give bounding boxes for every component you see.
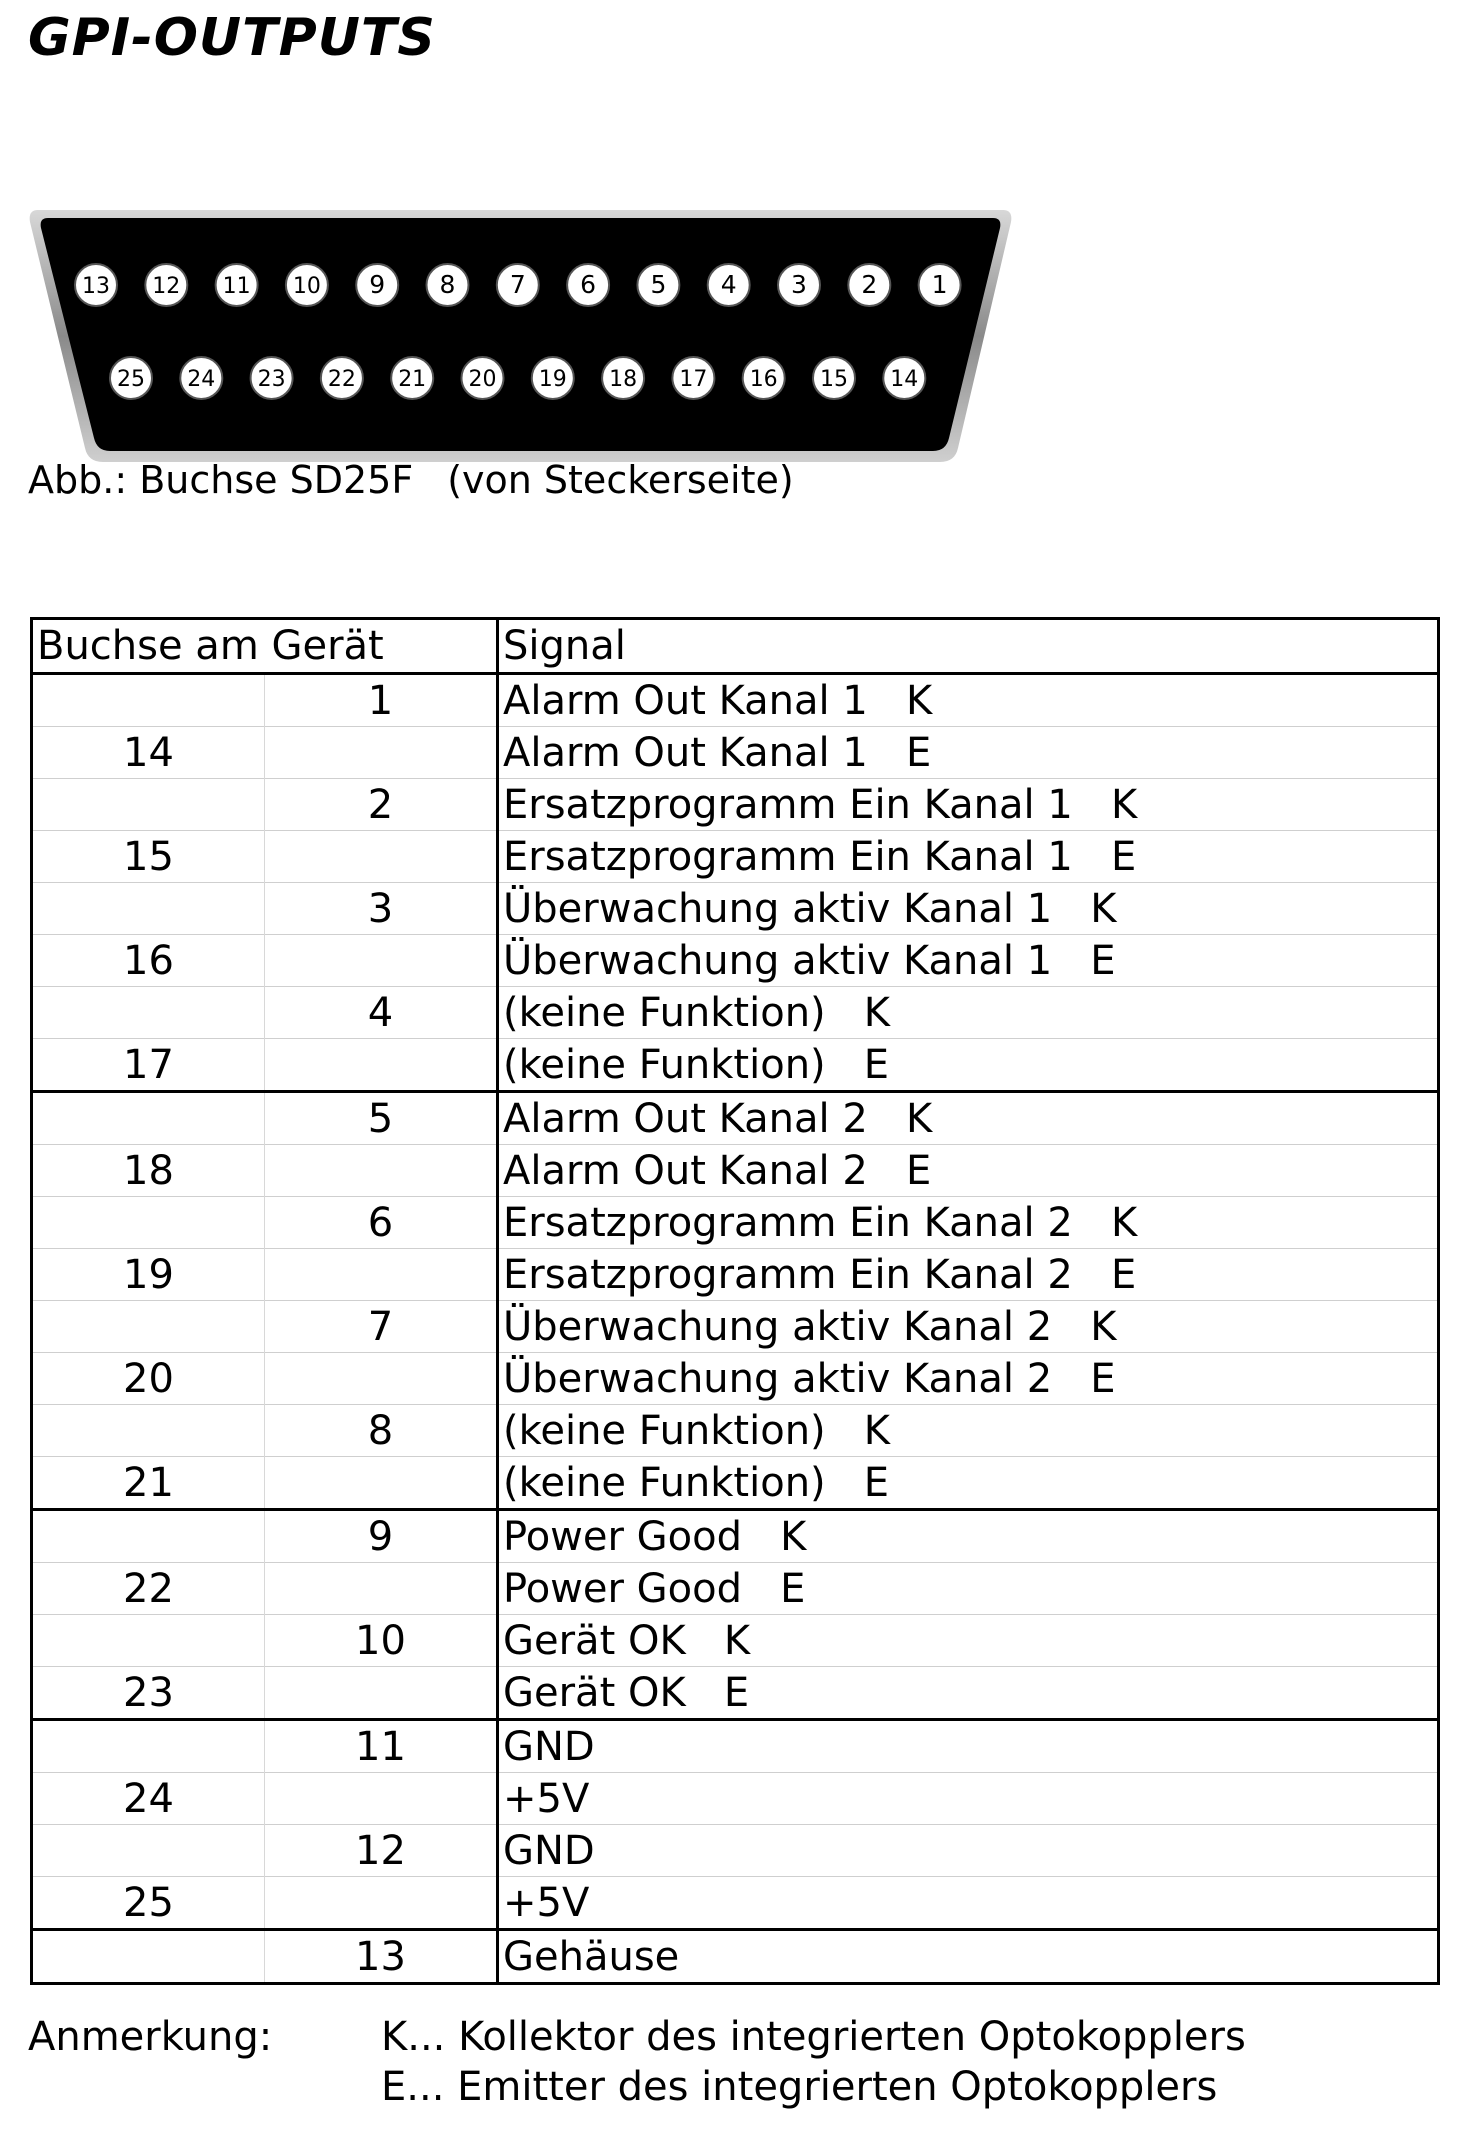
pin-bottom-row-cell [32,1510,265,1563]
pin-label: 7 [509,270,526,299]
caption-note: (von Steckerseite) [447,458,794,502]
pin-label: 2 [861,270,878,299]
pin-label: 11 [222,274,251,299]
pin-label: 8 [439,270,456,299]
pin-bottom-row-cell: 22 [32,1563,265,1615]
signal-cell: (keine Funktion) E [498,1039,1439,1092]
pin-bottom-row-cell: 25 [32,1877,265,1930]
table-row [32,1353,1439,1405]
signal-cell: Alarm Out Kanal 2 E [498,1145,1439,1197]
pin-label: 6 [580,270,597,299]
pin-label: 14 [890,367,919,392]
header-signal: Signal [498,619,1439,674]
pin-top-row-cell [265,1249,498,1301]
signal-cell: Alarm Out Kanal 1 E [498,727,1439,779]
signal-cell: Gehäuse [498,1930,1439,1984]
table-row [32,1457,1439,1510]
signal-cell: +5V [498,1773,1439,1825]
pin-label: 16 [749,367,778,392]
pin-top-row-cell [265,1667,498,1720]
pin-bottom-row-cell: 20 [32,1353,265,1405]
pin-bottom-row-cell: 21 [32,1457,265,1510]
remark-label: Anmerkung: [28,2014,273,2060]
pin-label: 5 [650,270,667,299]
pin-label: 12 [152,274,181,299]
pin-bottom-row-cell [32,1092,265,1145]
pin-bottom-row-cell [32,987,265,1039]
pin-label: 18 [609,367,638,392]
table-row [32,1667,1439,1720]
table-row [32,1145,1439,1197]
table-row [32,1301,1439,1353]
pin-top-row-cell [265,1039,498,1092]
pin-bottom-row-cell [32,1615,265,1667]
signal-cell: Überwachung aktiv Kanal 2 E [498,1353,1439,1405]
signal-cell: Power Good E [498,1563,1439,1615]
table-row [32,1039,1439,1092]
table-row [32,1825,1439,1877]
pin-top-row-cell [265,1773,498,1825]
pin-top-row-cell: 12 [265,1825,498,1877]
pin-bottom-row-cell [32,1405,265,1457]
remark-lines [381,2012,1246,2112]
pin-bottom-row-cell: 23 [32,1667,265,1720]
pin-top-row-cell: 8 [265,1405,498,1457]
pin-top-row-cell: 2 [265,779,498,831]
table-row [32,1510,1439,1563]
table-row [32,727,1439,779]
signal-cell: Alarm Out Kanal 1 K [498,674,1439,727]
table-row [32,1615,1439,1667]
signal-cell: GND [498,1720,1439,1773]
pin-bottom-row-cell [32,1301,265,1353]
pin-label: 21 [398,367,427,392]
signal-cell: (keine Funktion) K [498,1405,1439,1457]
signal-cell: Ersatzprogramm Ein Kanal 1 K [498,779,1439,831]
figure-caption [28,458,794,502]
pin-top-row-cell: 3 [265,883,498,935]
pin-bottom-row-cell [32,1197,265,1249]
pin-bottom-row-cell [32,674,265,727]
pin-top-row-cell [265,1877,498,1930]
pin-bottom-row-cell [32,779,265,831]
table-row [32,1563,1439,1615]
page-title: GPI-OUTPUTS [28,8,436,68]
pin-top-row-cell [265,727,498,779]
pin-top-row-cell: 4 [265,987,498,1039]
pin-label: 9 [369,270,386,299]
table-row [32,1405,1439,1457]
remark-line: K... Kollektor des integrierten Optokopplers [381,2014,1246,2060]
pin-bottom-row-cell: 17 [32,1039,265,1092]
sd25f-connector-diagram [28,200,1013,465]
signal-cell: (keine Funktion) E [498,1457,1439,1510]
table-row [32,1773,1439,1825]
pin-bottom-row-cell [32,883,265,935]
pin-top-row-cell: 5 [265,1092,498,1145]
pin-top-row-cell [265,1563,498,1615]
table-row [32,1197,1439,1249]
pin-label: 1 [931,270,948,299]
pin-bottom-row-cell: 16 [32,935,265,987]
pin-label: 4 [720,270,737,299]
pin-top-row-cell: 11 [265,1720,498,1773]
table-row [32,1249,1439,1301]
pin-top-row-cell: 9 [265,1510,498,1563]
table-row [32,1877,1439,1930]
pin-top-row-cell [265,831,498,883]
pin-label: 22 [327,367,356,392]
pin-label: 17 [679,367,708,392]
pin-label: 23 [257,367,286,392]
pin-top-row-cell: 7 [265,1301,498,1353]
table-row [32,1092,1439,1145]
connector-body [41,218,1001,451]
signal-cell: +5V [498,1877,1439,1930]
table-row [32,1720,1439,1773]
caption-label: Abb.: Buchse SD25F [28,458,414,502]
table-row [32,883,1439,935]
pin-label: 25 [117,367,145,392]
pin-top-row-cell: 1 [265,674,498,727]
signal-cell: Überwachung aktiv Kanal 1 E [498,935,1439,987]
table-row [32,987,1439,1039]
pin-top-row-cell: 10 [265,1615,498,1667]
signal-cell: Überwachung aktiv Kanal 1 K [498,883,1439,935]
pin-bottom-row-cell: 24 [32,1773,265,1825]
pin-bottom-row-cell [32,1930,265,1984]
pin-assignment-table [30,617,1440,1985]
signal-cell: Ersatzprogramm Ein Kanal 2 E [498,1249,1439,1301]
table-row [32,1930,1439,1984]
table-row [32,779,1439,831]
signal-cell: Alarm Out Kanal 2 K [498,1092,1439,1145]
signal-cell: Ersatzprogramm Ein Kanal 2 K [498,1197,1439,1249]
pin-bottom-row-cell [32,1720,265,1773]
signal-cell: Ersatzprogramm Ein Kanal 1 E [498,831,1439,883]
pin-top-row-cell [265,1457,498,1510]
pin-label: 19 [538,367,567,392]
signal-cell: Gerät OK K [498,1615,1439,1667]
table-row [32,935,1439,987]
pin-bottom-row-cell: 19 [32,1249,265,1301]
table-header-row [32,619,1439,674]
pin-label: 10 [292,274,321,299]
pin-label: 20 [468,367,497,392]
pin-label: 15 [820,367,848,392]
pin-label: 13 [82,274,110,299]
pin-top-row-cell [265,935,498,987]
pin-top-row-cell [265,1145,498,1197]
table-row [32,674,1439,727]
table-row [32,831,1439,883]
pin-bottom-row-cell: 14 [32,727,265,779]
pin-bottom-row-cell [32,1825,265,1877]
pin-label: 24 [187,367,216,392]
signal-cell: Überwachung aktiv Kanal 2 K [498,1301,1439,1353]
pin-label: 3 [791,270,807,299]
pin-top-row-cell: 6 [265,1197,498,1249]
signal-cell: Gerät OK E [498,1667,1439,1720]
pin-bottom-row-cell: 18 [32,1145,265,1197]
signal-cell: GND [498,1825,1439,1877]
pin-top-row-cell [265,1353,498,1405]
signal-cell: Power Good K [498,1510,1439,1563]
remark-line: E... Emitter des integrierten Optokopplers [381,2064,1218,2110]
header-socket: Buchse am Gerät [32,619,498,674]
signal-cell: (keine Funktion) K [498,987,1439,1039]
pin-top-row-cell: 13 [265,1930,498,1984]
pin-bottom-row-cell: 15 [32,831,265,883]
